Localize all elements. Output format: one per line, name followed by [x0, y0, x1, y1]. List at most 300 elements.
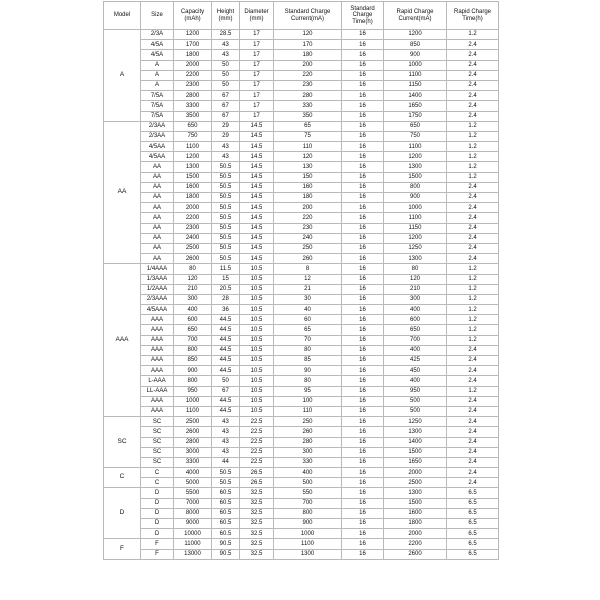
size-cell: AA: [141, 162, 174, 172]
height-cell: 60.5: [212, 508, 240, 518]
header-height: Height (mm): [212, 2, 240, 30]
rapid-charge-current-cell: 800: [384, 182, 447, 192]
rapid-charge-current-cell: 1150: [384, 223, 447, 233]
capacity-cell: 1100: [174, 142, 212, 152]
rapid-charge-time-cell: 2.4: [447, 356, 499, 366]
size-cell: 4/5AA: [141, 152, 174, 162]
capacity-cell: 900: [174, 366, 212, 376]
size-cell: AA: [141, 243, 174, 253]
size-cell: A: [141, 80, 174, 90]
standard-charge-current-cell: 330: [274, 101, 342, 111]
diameter-cell: 14.5: [240, 182, 274, 192]
rapid-charge-time-cell: 2.4: [447, 427, 499, 437]
capacity-cell: 2200: [174, 213, 212, 223]
rapid-charge-time-cell: 2.4: [447, 406, 499, 416]
model-cell: C: [104, 468, 141, 488]
size-cell: AAA: [141, 366, 174, 376]
diameter-cell: 14.5: [240, 162, 274, 172]
height-cell: 43: [212, 152, 240, 162]
rapid-charge-time-cell: 6.5: [447, 549, 499, 559]
standard-charge-current-cell: 330: [274, 457, 342, 467]
rapid-charge-current-cell: 1200: [384, 152, 447, 162]
standard-charge-current-cell: 280: [274, 437, 342, 447]
height-cell: 44.5: [212, 335, 240, 345]
standard-charge-time-cell: 16: [342, 131, 384, 141]
standard-charge-current-cell: 1100: [274, 539, 342, 549]
rapid-charge-current-cell: 850: [384, 40, 447, 50]
rapid-charge-time-cell: 1.2: [447, 172, 499, 182]
standard-charge-current-cell: 85: [274, 356, 342, 366]
table-row: [104, 366, 499, 376]
height-cell: 50.5: [212, 213, 240, 223]
standard-charge-current-cell: 240: [274, 233, 342, 243]
height-cell: 15: [212, 274, 240, 284]
diameter-cell: 22.5: [240, 457, 274, 467]
capacity-cell: 9000: [174, 519, 212, 529]
table-row: [104, 437, 499, 447]
rapid-charge-time-cell: 2.4: [447, 447, 499, 457]
diameter-cell: 14.5: [240, 152, 274, 162]
capacity-cell: 1800: [174, 193, 212, 203]
diameter-cell: 17: [240, 30, 274, 40]
rapid-charge-current-cell: 1150: [384, 80, 447, 90]
standard-charge-current-cell: 700: [274, 498, 342, 508]
height-cell: 29: [212, 121, 240, 131]
rapid-charge-time-cell: 2.4: [447, 417, 499, 427]
height-cell: 29: [212, 131, 240, 141]
rapid-charge-current-cell: 120: [384, 274, 447, 284]
rapid-charge-current-cell: 1400: [384, 91, 447, 101]
capacity-cell: 2300: [174, 223, 212, 233]
rapid-charge-current-cell: 1500: [384, 172, 447, 182]
diameter-cell: 14.5: [240, 243, 274, 253]
rapid-charge-time-cell: 2.4: [447, 182, 499, 192]
standard-charge-current-cell: 280: [274, 91, 342, 101]
standard-charge-time-cell: 16: [342, 254, 384, 264]
standard-charge-current-cell: 250: [274, 243, 342, 253]
diameter-cell: 10.5: [240, 376, 274, 386]
capacity-cell: 2400: [174, 233, 212, 243]
size-cell: 1/4AAA: [141, 264, 174, 274]
size-cell: 7/5A: [141, 91, 174, 101]
diameter-cell: 32.5: [240, 498, 274, 508]
capacity-cell: 2500: [174, 417, 212, 427]
height-cell: 50.5: [212, 172, 240, 182]
header-rapid-charge-time: Rapid Charge Time(h): [447, 2, 499, 30]
table-row: [104, 417, 499, 427]
rapid-charge-time-cell: 2.4: [447, 396, 499, 406]
table-row: [104, 508, 499, 518]
header-model: Model: [104, 2, 141, 30]
standard-charge-current-cell: 100: [274, 396, 342, 406]
height-cell: 60.5: [212, 498, 240, 508]
table-row: [104, 193, 499, 203]
standard-charge-current-cell: 1300: [274, 549, 342, 559]
diameter-cell: 10.5: [240, 386, 274, 396]
standard-charge-current-cell: 220: [274, 213, 342, 223]
standard-charge-current-cell: 80: [274, 376, 342, 386]
standard-charge-current-cell: 230: [274, 80, 342, 90]
header-standard-charge-current: Standard Charge Current(mA): [274, 2, 342, 30]
standard-charge-time-cell: 16: [342, 284, 384, 294]
height-cell: 50.5: [212, 478, 240, 488]
table-row: [104, 519, 499, 529]
standard-charge-time-cell: 16: [342, 508, 384, 518]
rapid-charge-current-cell: 650: [384, 325, 447, 335]
rapid-charge-time-cell: 6.5: [447, 539, 499, 549]
size-cell: AAA: [141, 406, 174, 416]
size-cell: 4/5AA: [141, 142, 174, 152]
diameter-cell: 22.5: [240, 447, 274, 457]
standard-charge-time-cell: 16: [342, 274, 384, 284]
rapid-charge-time-cell: 1.2: [447, 284, 499, 294]
standard-charge-current-cell: 200: [274, 203, 342, 213]
rapid-charge-current-cell: 900: [384, 50, 447, 60]
rapid-charge-time-cell: 1.2: [447, 162, 499, 172]
rapid-charge-current-cell: 1100: [384, 70, 447, 80]
standard-charge-current-cell: 12: [274, 274, 342, 284]
rapid-charge-current-cell: 1300: [384, 162, 447, 172]
standard-charge-current-cell: 110: [274, 406, 342, 416]
rapid-charge-current-cell: 1000: [384, 60, 447, 70]
standard-charge-current-cell: 120: [274, 30, 342, 40]
diameter-cell: 32.5: [240, 519, 274, 529]
height-cell: 60.5: [212, 488, 240, 498]
capacity-cell: 80: [174, 264, 212, 274]
rapid-charge-current-cell: 500: [384, 406, 447, 416]
size-cell: AA: [141, 203, 174, 213]
capacity-cell: 8000: [174, 508, 212, 518]
rapid-charge-current-cell: 2600: [384, 549, 447, 559]
rapid-charge-current-cell: 2000: [384, 468, 447, 478]
rapid-charge-current-cell: 300: [384, 294, 447, 304]
standard-charge-current-cell: 95: [274, 386, 342, 396]
rapid-charge-current-cell: 700: [384, 335, 447, 345]
size-cell: D: [141, 488, 174, 498]
diameter-cell: 32.5: [240, 488, 274, 498]
table-row: [104, 315, 499, 325]
rapid-charge-time-cell: 2.4: [447, 111, 499, 121]
diameter-cell: 22.5: [240, 417, 274, 427]
table-row: [104, 529, 499, 539]
table-row: [104, 152, 499, 162]
size-cell: F: [141, 549, 174, 559]
height-cell: 44.5: [212, 315, 240, 325]
standard-charge-current-cell: 550: [274, 488, 342, 498]
size-cell: LL-AAA: [141, 386, 174, 396]
table-row: [104, 233, 499, 243]
standard-charge-current-cell: 40: [274, 305, 342, 315]
header-row: [104, 2, 499, 30]
standard-charge-time-cell: 16: [342, 366, 384, 376]
standard-charge-current-cell: 200: [274, 60, 342, 70]
size-cell: AAA: [141, 335, 174, 345]
rapid-charge-current-cell: 1300: [384, 254, 447, 264]
rapid-charge-current-cell: 1300: [384, 427, 447, 437]
standard-charge-current-cell: 180: [274, 193, 342, 203]
rapid-charge-time-cell: 2.4: [447, 60, 499, 70]
rapid-charge-time-cell: 2.4: [447, 193, 499, 203]
rapid-charge-current-cell: 1100: [384, 213, 447, 223]
rapid-charge-time-cell: 2.4: [447, 233, 499, 243]
height-cell: 44: [212, 457, 240, 467]
diameter-cell: 10.5: [240, 264, 274, 274]
standard-charge-time-cell: 16: [342, 111, 384, 121]
height-cell: 50.5: [212, 162, 240, 172]
table-row: [104, 111, 499, 121]
standard-charge-current-cell: 150: [274, 172, 342, 182]
diameter-cell: 32.5: [240, 539, 274, 549]
height-cell: 50.5: [212, 223, 240, 233]
diameter-cell: 10.5: [240, 294, 274, 304]
rapid-charge-time-cell: 1.2: [447, 305, 499, 315]
table-row: [104, 376, 499, 386]
capacity-cell: 3000: [174, 447, 212, 457]
capacity-cell: 800: [174, 345, 212, 355]
rapid-charge-time-cell: 2.4: [447, 101, 499, 111]
size-cell: 4/5AAA: [141, 305, 174, 315]
rapid-charge-current-cell: 1200: [384, 30, 447, 40]
header-size: Size: [141, 2, 174, 30]
standard-charge-time-cell: 16: [342, 172, 384, 182]
standard-charge-time-cell: 16: [342, 121, 384, 131]
standard-charge-time-cell: 16: [342, 427, 384, 437]
height-cell: 50.5: [212, 182, 240, 192]
rapid-charge-time-cell: 2.4: [447, 478, 499, 488]
rapid-charge-current-cell: 1100: [384, 142, 447, 152]
capacity-cell: 13000: [174, 549, 212, 559]
standard-charge-time-cell: 16: [342, 152, 384, 162]
capacity-cell: 1100: [174, 406, 212, 416]
rapid-charge-current-cell: 210: [384, 284, 447, 294]
standard-charge-time-cell: 16: [342, 50, 384, 60]
size-cell: AAA: [141, 325, 174, 335]
diameter-cell: 10.5: [240, 345, 274, 355]
size-cell: D: [141, 498, 174, 508]
rapid-charge-time-cell: 2.4: [447, 345, 499, 355]
standard-charge-current-cell: 120: [274, 152, 342, 162]
standard-charge-time-cell: 16: [342, 488, 384, 498]
diameter-cell: 14.5: [240, 172, 274, 182]
capacity-cell: 2500: [174, 243, 212, 253]
standard-charge-time-cell: 16: [342, 417, 384, 427]
rapid-charge-current-cell: 1650: [384, 101, 447, 111]
rapid-charge-current-cell: 1000: [384, 203, 447, 213]
height-cell: 44.5: [212, 325, 240, 335]
diameter-cell: 26.5: [240, 478, 274, 488]
capacity-cell: 1000: [174, 396, 212, 406]
height-cell: 43: [212, 427, 240, 437]
rapid-charge-current-cell: 80: [384, 264, 447, 274]
diameter-cell: 22.5: [240, 427, 274, 437]
height-cell: 50.5: [212, 203, 240, 213]
table-row: [104, 549, 499, 559]
rapid-charge-time-cell: 6.5: [447, 488, 499, 498]
rapid-charge-current-cell: 1500: [384, 498, 447, 508]
diameter-cell: 10.5: [240, 335, 274, 345]
table-row: [104, 182, 499, 192]
height-cell: 50.5: [212, 254, 240, 264]
size-cell: D: [141, 519, 174, 529]
table-body: [104, 30, 499, 560]
height-cell: 43: [212, 142, 240, 152]
model-cell: AAA: [104, 264, 141, 417]
rapid-charge-current-cell: 2500: [384, 478, 447, 488]
rapid-charge-time-cell: 1.2: [447, 315, 499, 325]
diameter-cell: 14.5: [240, 203, 274, 213]
table-row: [104, 50, 499, 60]
standard-charge-current-cell: 80: [274, 345, 342, 355]
model-cell: D: [104, 488, 141, 539]
standard-charge-current-cell: 300: [274, 447, 342, 457]
capacity-cell: 1500: [174, 172, 212, 182]
standard-charge-current-cell: 110: [274, 142, 342, 152]
capacity-cell: 3300: [174, 101, 212, 111]
rapid-charge-current-cell: 900: [384, 193, 447, 203]
rapid-charge-current-cell: 650: [384, 121, 447, 131]
model-cell: SC: [104, 417, 141, 468]
capacity-cell: 3300: [174, 457, 212, 467]
rapid-charge-time-cell: 1.2: [447, 131, 499, 141]
standard-charge-time-cell: 16: [342, 549, 384, 559]
rapid-charge-time-cell: 1.2: [447, 30, 499, 40]
capacity-cell: 400: [174, 305, 212, 315]
rapid-charge-current-cell: 1500: [384, 447, 447, 457]
standard-charge-current-cell: 130: [274, 162, 342, 172]
diameter-cell: 22.5: [240, 437, 274, 447]
standard-charge-current-cell: 65: [274, 325, 342, 335]
capacity-cell: 1200: [174, 152, 212, 162]
rapid-charge-current-cell: 950: [384, 386, 447, 396]
height-cell: 90.5: [212, 539, 240, 549]
rapid-charge-current-cell: 1200: [384, 233, 447, 243]
table-row: [104, 396, 499, 406]
standard-charge-current-cell: 21: [274, 284, 342, 294]
standard-charge-time-cell: 16: [342, 498, 384, 508]
rapid-charge-time-cell: 2.4: [447, 457, 499, 467]
table-row: [104, 101, 499, 111]
standard-charge-time-cell: 16: [342, 40, 384, 50]
table-row: [104, 539, 499, 549]
capacity-cell: 950: [174, 386, 212, 396]
standard-charge-current-cell: 60: [274, 315, 342, 325]
capacity-cell: 1300: [174, 162, 212, 172]
table-row: [104, 478, 499, 488]
capacity-cell: 650: [174, 121, 212, 131]
capacity-cell: 2200: [174, 70, 212, 80]
rapid-charge-current-cell: 1250: [384, 417, 447, 427]
size-cell: 4/5A: [141, 40, 174, 50]
table-row: [104, 284, 499, 294]
standard-charge-time-cell: 16: [342, 376, 384, 386]
table-row: [104, 305, 499, 315]
header-rapid-charge-current: Rapid Charge Current(mA): [384, 2, 447, 30]
height-cell: 90.5: [212, 549, 240, 559]
table-row: [104, 294, 499, 304]
rapid-charge-time-cell: 2.4: [447, 40, 499, 50]
table-row: [104, 223, 499, 233]
capacity-cell: 650: [174, 325, 212, 335]
height-cell: 50: [212, 376, 240, 386]
standard-charge-time-cell: 16: [342, 101, 384, 111]
rapid-charge-time-cell: 6.5: [447, 498, 499, 508]
standard-charge-time-cell: 16: [342, 294, 384, 304]
size-cell: A: [141, 70, 174, 80]
diameter-cell: 14.5: [240, 131, 274, 141]
capacity-cell: 2600: [174, 254, 212, 264]
rapid-charge-time-cell: 1.2: [447, 264, 499, 274]
size-cell: AAA: [141, 356, 174, 366]
standard-charge-time-cell: 16: [342, 529, 384, 539]
height-cell: 44.5: [212, 406, 240, 416]
standard-charge-current-cell: 180: [274, 50, 342, 60]
size-cell: SC: [141, 427, 174, 437]
size-cell: AAA: [141, 396, 174, 406]
table-row: [104, 335, 499, 345]
standard-charge-time-cell: 16: [342, 223, 384, 233]
capacity-cell: 2800: [174, 91, 212, 101]
rapid-charge-time-cell: 2.4: [447, 80, 499, 90]
height-cell: 67: [212, 111, 240, 121]
table-row: [104, 468, 499, 478]
size-cell: C: [141, 468, 174, 478]
diameter-cell: 17: [240, 50, 274, 60]
diameter-cell: 32.5: [240, 529, 274, 539]
height-cell: 50: [212, 80, 240, 90]
standard-charge-time-cell: 16: [342, 60, 384, 70]
standard-charge-time-cell: 16: [342, 396, 384, 406]
standard-charge-current-cell: 1000: [274, 529, 342, 539]
diameter-cell: 17: [240, 60, 274, 70]
diameter-cell: 14.5: [240, 193, 274, 203]
height-cell: 36: [212, 305, 240, 315]
rapid-charge-time-cell: 1.2: [447, 121, 499, 131]
diameter-cell: 14.5: [240, 223, 274, 233]
rapid-charge-current-cell: 1250: [384, 243, 447, 253]
standard-charge-current-cell: 75: [274, 131, 342, 141]
height-cell: 60.5: [212, 529, 240, 539]
diameter-cell: 17: [240, 80, 274, 90]
size-cell: 2/3AAA: [141, 294, 174, 304]
standard-charge-time-cell: 16: [342, 315, 384, 325]
diameter-cell: 14.5: [240, 121, 274, 131]
diameter-cell: 10.5: [240, 356, 274, 366]
rapid-charge-current-cell: 400: [384, 345, 447, 355]
table-row: [104, 91, 499, 101]
capacity-cell: 2300: [174, 80, 212, 90]
rapid-charge-time-cell: 6.5: [447, 519, 499, 529]
height-cell: 43: [212, 50, 240, 60]
standard-charge-time-cell: 16: [342, 406, 384, 416]
height-cell: 67: [212, 386, 240, 396]
table-row: [104, 121, 499, 131]
rapid-charge-current-cell: 1800: [384, 519, 447, 529]
diameter-cell: 14.5: [240, 233, 274, 243]
standard-charge-current-cell: 65: [274, 121, 342, 131]
capacity-cell: 2000: [174, 203, 212, 213]
standard-charge-time-cell: 16: [342, 70, 384, 80]
diameter-cell: 17: [240, 70, 274, 80]
table-row: [104, 325, 499, 335]
capacity-cell: 2800: [174, 437, 212, 447]
rapid-charge-current-cell: 450: [384, 366, 447, 376]
height-cell: 20.5: [212, 284, 240, 294]
height-cell: 67: [212, 101, 240, 111]
standard-charge-current-cell: 260: [274, 427, 342, 437]
diameter-cell: 10.5: [240, 284, 274, 294]
standard-charge-time-cell: 16: [342, 345, 384, 355]
table-row: [104, 356, 499, 366]
